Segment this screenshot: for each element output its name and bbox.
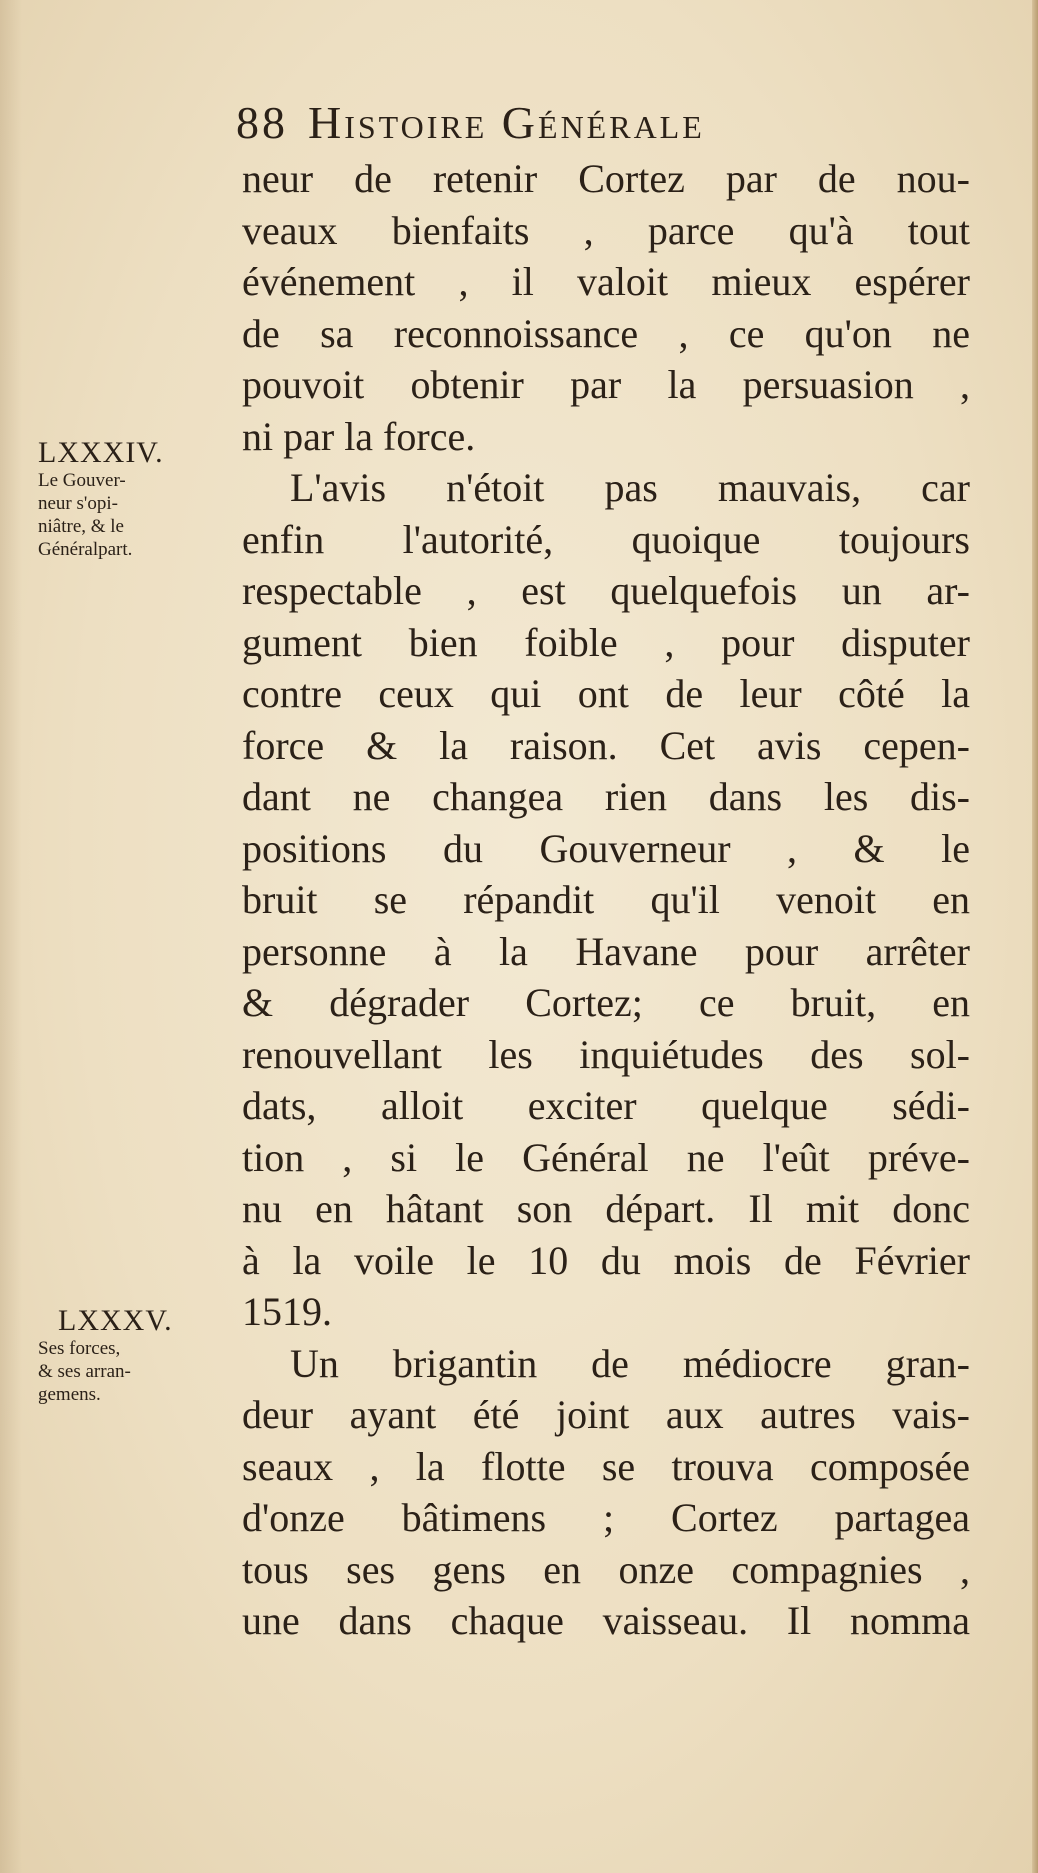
running-title: Histoire Générale xyxy=(308,97,705,148)
section-number: LXXXV. xyxy=(58,1304,173,1337)
text-line: & dégrader Cortez; ce bruit, en xyxy=(242,980,970,1025)
text-line: deur ayant été joint aux autres vais- xyxy=(242,1392,970,1437)
text-line: seaux , la flotte se trouva composée xyxy=(242,1443,970,1489)
text-line: dant ne changea rien dans les dis- xyxy=(242,774,970,819)
text-line: positions du Gouverneur , & le xyxy=(242,825,970,871)
margin-note-lxxxiv xyxy=(38,437,238,561)
text-line: respectable , est quelquefois un ar- xyxy=(242,568,970,613)
page-number: 88 xyxy=(236,97,288,148)
text-line: de sa reconnoissance , ce qu'on ne xyxy=(242,310,970,356)
margin-gloss-line: & ses arran- xyxy=(38,1361,131,1382)
text-line: veaux bienfaits , parce qu'à tout xyxy=(242,207,970,253)
text-line: tous ses gens en onze compagnies , xyxy=(242,1546,970,1592)
text-line: à la voile le 10 du mois de Février xyxy=(242,1237,970,1283)
text-line: pouvoit obtenir par la persuasion , xyxy=(242,362,970,407)
margin-gloss-line: gemens. xyxy=(38,1384,101,1405)
text-line: gument bien foible , pour disputer xyxy=(242,619,970,665)
margin-note-lxxxv xyxy=(38,1305,238,1406)
text-line: neur de retenir Cortez par de nou- xyxy=(242,156,970,201)
page-edge xyxy=(1032,0,1038,1873)
text-line: une dans chaque vaisseau. Il nomma xyxy=(242,1598,970,1643)
text-line: d'onze bâtimens ; Cortez partagea xyxy=(242,1495,970,1540)
body-text xyxy=(242,153,970,1647)
text-line: contre ceux qui ont de leur côté la xyxy=(242,671,970,716)
text-line: renouvellant les inquiétudes des sol- xyxy=(242,1031,970,1077)
text-line: événement , il valoit mieux espérer xyxy=(242,259,970,304)
text-line: personne à la Havane pour arrêter xyxy=(242,928,970,974)
margin-gloss-line: neur s'opi- xyxy=(38,493,118,514)
running-head xyxy=(236,96,705,149)
text-line: force & la raison. Cet avis cepen- xyxy=(242,722,970,768)
section-number: LXXXIV. xyxy=(38,436,164,469)
text-line: L'avis n'étoit pas mauvais, car xyxy=(290,465,970,510)
text-line: tion , si le Général ne l'eût préve- xyxy=(242,1134,970,1180)
text-line: Un brigantin de médiocre gran- xyxy=(290,1340,970,1386)
text-line: bruit se répandit qu'il venoit en xyxy=(242,877,970,922)
text-line: dats, alloit exciter quelque sédi- xyxy=(242,1083,970,1128)
margin-gloss-line: Ses forces, xyxy=(38,1338,121,1359)
margin-gloss-line: niâtre, & le xyxy=(38,516,124,537)
spine-shadow xyxy=(0,0,22,1873)
text-line: enfin l'autorité, quoique toujours xyxy=(242,516,970,562)
margin-gloss-line: Généralpart. xyxy=(38,539,133,560)
text-line: nu en hâtant son départ. Il mit donc xyxy=(242,1186,970,1231)
text-line: ni par la force. xyxy=(242,413,476,459)
text-line: 1519. xyxy=(242,1289,332,1334)
margin-gloss-line: Le Gouver- xyxy=(38,470,126,491)
